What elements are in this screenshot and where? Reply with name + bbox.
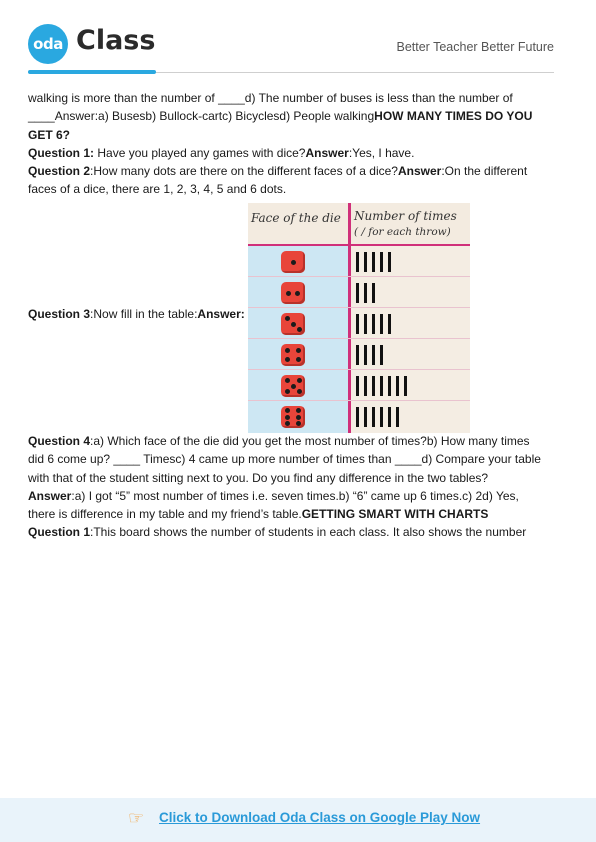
tally-marks xyxy=(356,314,396,334)
text-line xyxy=(28,126,556,144)
tally-mark xyxy=(356,283,359,303)
tally-mark xyxy=(356,252,359,272)
die-pip xyxy=(297,327,302,332)
question-text: :Now fill in the table: xyxy=(90,307,198,321)
row-divider xyxy=(248,276,470,277)
section-heading: GETTING SMART WITH CHARTS xyxy=(301,507,489,522)
question-1 xyxy=(28,144,556,162)
die-face-6-icon xyxy=(281,406,305,428)
die-face-1-icon xyxy=(281,251,305,273)
question-label: Question 3 xyxy=(28,307,91,321)
question-1-charts xyxy=(28,523,556,541)
question-text: :This board shows the number of students in each class. It also shows the number xyxy=(90,525,527,540)
answer-label: Answer xyxy=(305,145,349,160)
row-divider xyxy=(248,400,470,401)
tally-mark xyxy=(372,283,375,303)
die-pip xyxy=(291,322,296,327)
die-face-3-icon xyxy=(281,313,305,335)
die-pip xyxy=(296,415,301,420)
question-3 xyxy=(28,307,245,321)
die-pip xyxy=(285,316,290,321)
tally-mark xyxy=(364,252,367,272)
tally-mark xyxy=(380,314,383,334)
column-header-subline: ( / for each throw) xyxy=(354,226,451,238)
die-pip xyxy=(285,408,290,413)
tally-mark xyxy=(364,345,367,365)
question-3-row xyxy=(28,203,556,433)
column-divider xyxy=(348,203,351,433)
die-face-4-icon xyxy=(281,344,305,366)
text-line xyxy=(28,89,556,107)
face-column-background xyxy=(248,245,348,433)
die-face-5-icon xyxy=(281,375,305,397)
question-label: Question 1: xyxy=(28,145,95,160)
die-pip xyxy=(296,408,301,413)
tally-mark xyxy=(364,283,367,303)
page-header xyxy=(28,22,554,76)
die-pip xyxy=(295,291,300,296)
download-banner[interactable] xyxy=(0,798,596,842)
die-pip xyxy=(296,421,301,426)
download-link[interactable]: Click to Download Oda Class on Google Play Now xyxy=(159,810,481,825)
question-text: with that of the student sitting next to you. Do you find any difference in the two tables? xyxy=(28,470,489,485)
tally-mark xyxy=(380,252,383,272)
tally-mark xyxy=(356,314,359,334)
tagline: Better Teacher Better Future xyxy=(396,40,554,54)
tally-mark xyxy=(372,314,375,334)
pointing-hand-icon: ☞ xyxy=(128,808,145,828)
tally-mark xyxy=(364,407,367,427)
content-top xyxy=(28,89,556,199)
header-accent-bar xyxy=(28,70,156,74)
text-line xyxy=(28,107,556,125)
question-text: :a) Which face of the die did you get the most number of times?b) How many times xyxy=(90,434,530,448)
die-pip xyxy=(296,348,301,353)
column-header-face: Face of the die xyxy=(251,211,341,225)
question-text: did 6 come up? ____ Timesc) 4 came up more number of times than ____d) Compare your table xyxy=(28,452,541,467)
tally-mark xyxy=(372,376,375,396)
answer-text: :a) I got “5” most number of times i.e. seven times.b) “6” came up 6 times.c) 2d) Yes, xyxy=(71,488,519,503)
tally-mark xyxy=(356,376,359,396)
die-pip xyxy=(285,348,290,353)
die-pip xyxy=(285,421,290,426)
die-pip xyxy=(297,389,302,394)
die-pip xyxy=(285,357,290,362)
die-pip xyxy=(291,384,296,389)
tally-mark xyxy=(380,345,383,365)
tally-mark xyxy=(404,376,407,396)
answer-text: :Yes, I have. xyxy=(348,145,415,160)
tally-mark xyxy=(372,407,375,427)
die-face-2-icon xyxy=(281,282,305,304)
oda-logo-icon: oda xyxy=(28,24,68,64)
text-span: walking is more than the number of ____d) The number of buses is less than the number of xyxy=(28,91,513,105)
content-bottom xyxy=(28,432,556,542)
tally-mark xyxy=(364,314,367,334)
column-header-times xyxy=(354,208,457,240)
question-text: :How many dots are there on the different faces of a dice? xyxy=(90,164,398,179)
tally-marks xyxy=(356,407,404,427)
text-line xyxy=(28,450,556,468)
question-label: Question 2 xyxy=(28,164,91,179)
tally-mark xyxy=(380,407,383,427)
answer-4 xyxy=(28,487,556,505)
row-divider xyxy=(248,307,470,308)
tally-mark xyxy=(388,407,391,427)
tally-mark xyxy=(372,345,375,365)
row-divider xyxy=(248,369,470,370)
dice-tally-table xyxy=(248,203,470,433)
tally-mark xyxy=(372,252,375,272)
die-pip xyxy=(297,378,302,383)
tally-marks xyxy=(356,252,396,272)
answer-label: Answer xyxy=(28,488,72,503)
question-4 xyxy=(28,432,556,450)
tally-mark xyxy=(388,252,391,272)
die-pip xyxy=(286,291,291,296)
tally-mark xyxy=(388,376,391,396)
tally-mark xyxy=(380,376,383,396)
answer-label: Answer: xyxy=(197,307,245,321)
tally-mark xyxy=(364,376,367,396)
die-pip xyxy=(291,260,296,265)
question-label: Question 4 xyxy=(28,434,91,448)
answer-text: faces of a dice, there are 1, 2, 3, 4, 5 and 6 dots. xyxy=(28,182,287,197)
tally-mark xyxy=(388,314,391,334)
die-pip xyxy=(296,357,301,362)
question-text: Have you played any games with dice? xyxy=(94,145,306,160)
tally-mark xyxy=(356,345,359,365)
tally-marks xyxy=(356,345,388,365)
tally-marks xyxy=(356,376,412,396)
tally-marks xyxy=(356,283,380,303)
answer-text: :On the different xyxy=(441,164,528,179)
die-pip xyxy=(285,389,290,394)
die-pip xyxy=(285,415,290,420)
section-heading: HOW MANY TIMES DO YOU xyxy=(374,109,533,124)
logo-text: Class xyxy=(76,25,156,56)
section-heading: GET 6? xyxy=(28,127,71,142)
tally-mark xyxy=(356,407,359,427)
text-line xyxy=(28,180,556,198)
text-line xyxy=(28,469,556,487)
answer-label: Answer xyxy=(397,164,442,179)
column-header-line: Number of times xyxy=(354,209,457,223)
tally-mark xyxy=(396,376,399,396)
text-span: ____Answer:a) Busesb) Bullock-cartc) Bicyclesd) People walking xyxy=(28,109,375,124)
die-pip xyxy=(285,378,290,383)
answer-text: there is difference in my table and my friend’s table. xyxy=(28,507,302,522)
text-line xyxy=(28,505,556,523)
question-label: Question 1 xyxy=(28,525,91,540)
tally-mark xyxy=(396,407,399,427)
question-2 xyxy=(28,162,556,180)
row-divider xyxy=(248,338,470,339)
header-divider-line xyxy=(248,244,470,246)
